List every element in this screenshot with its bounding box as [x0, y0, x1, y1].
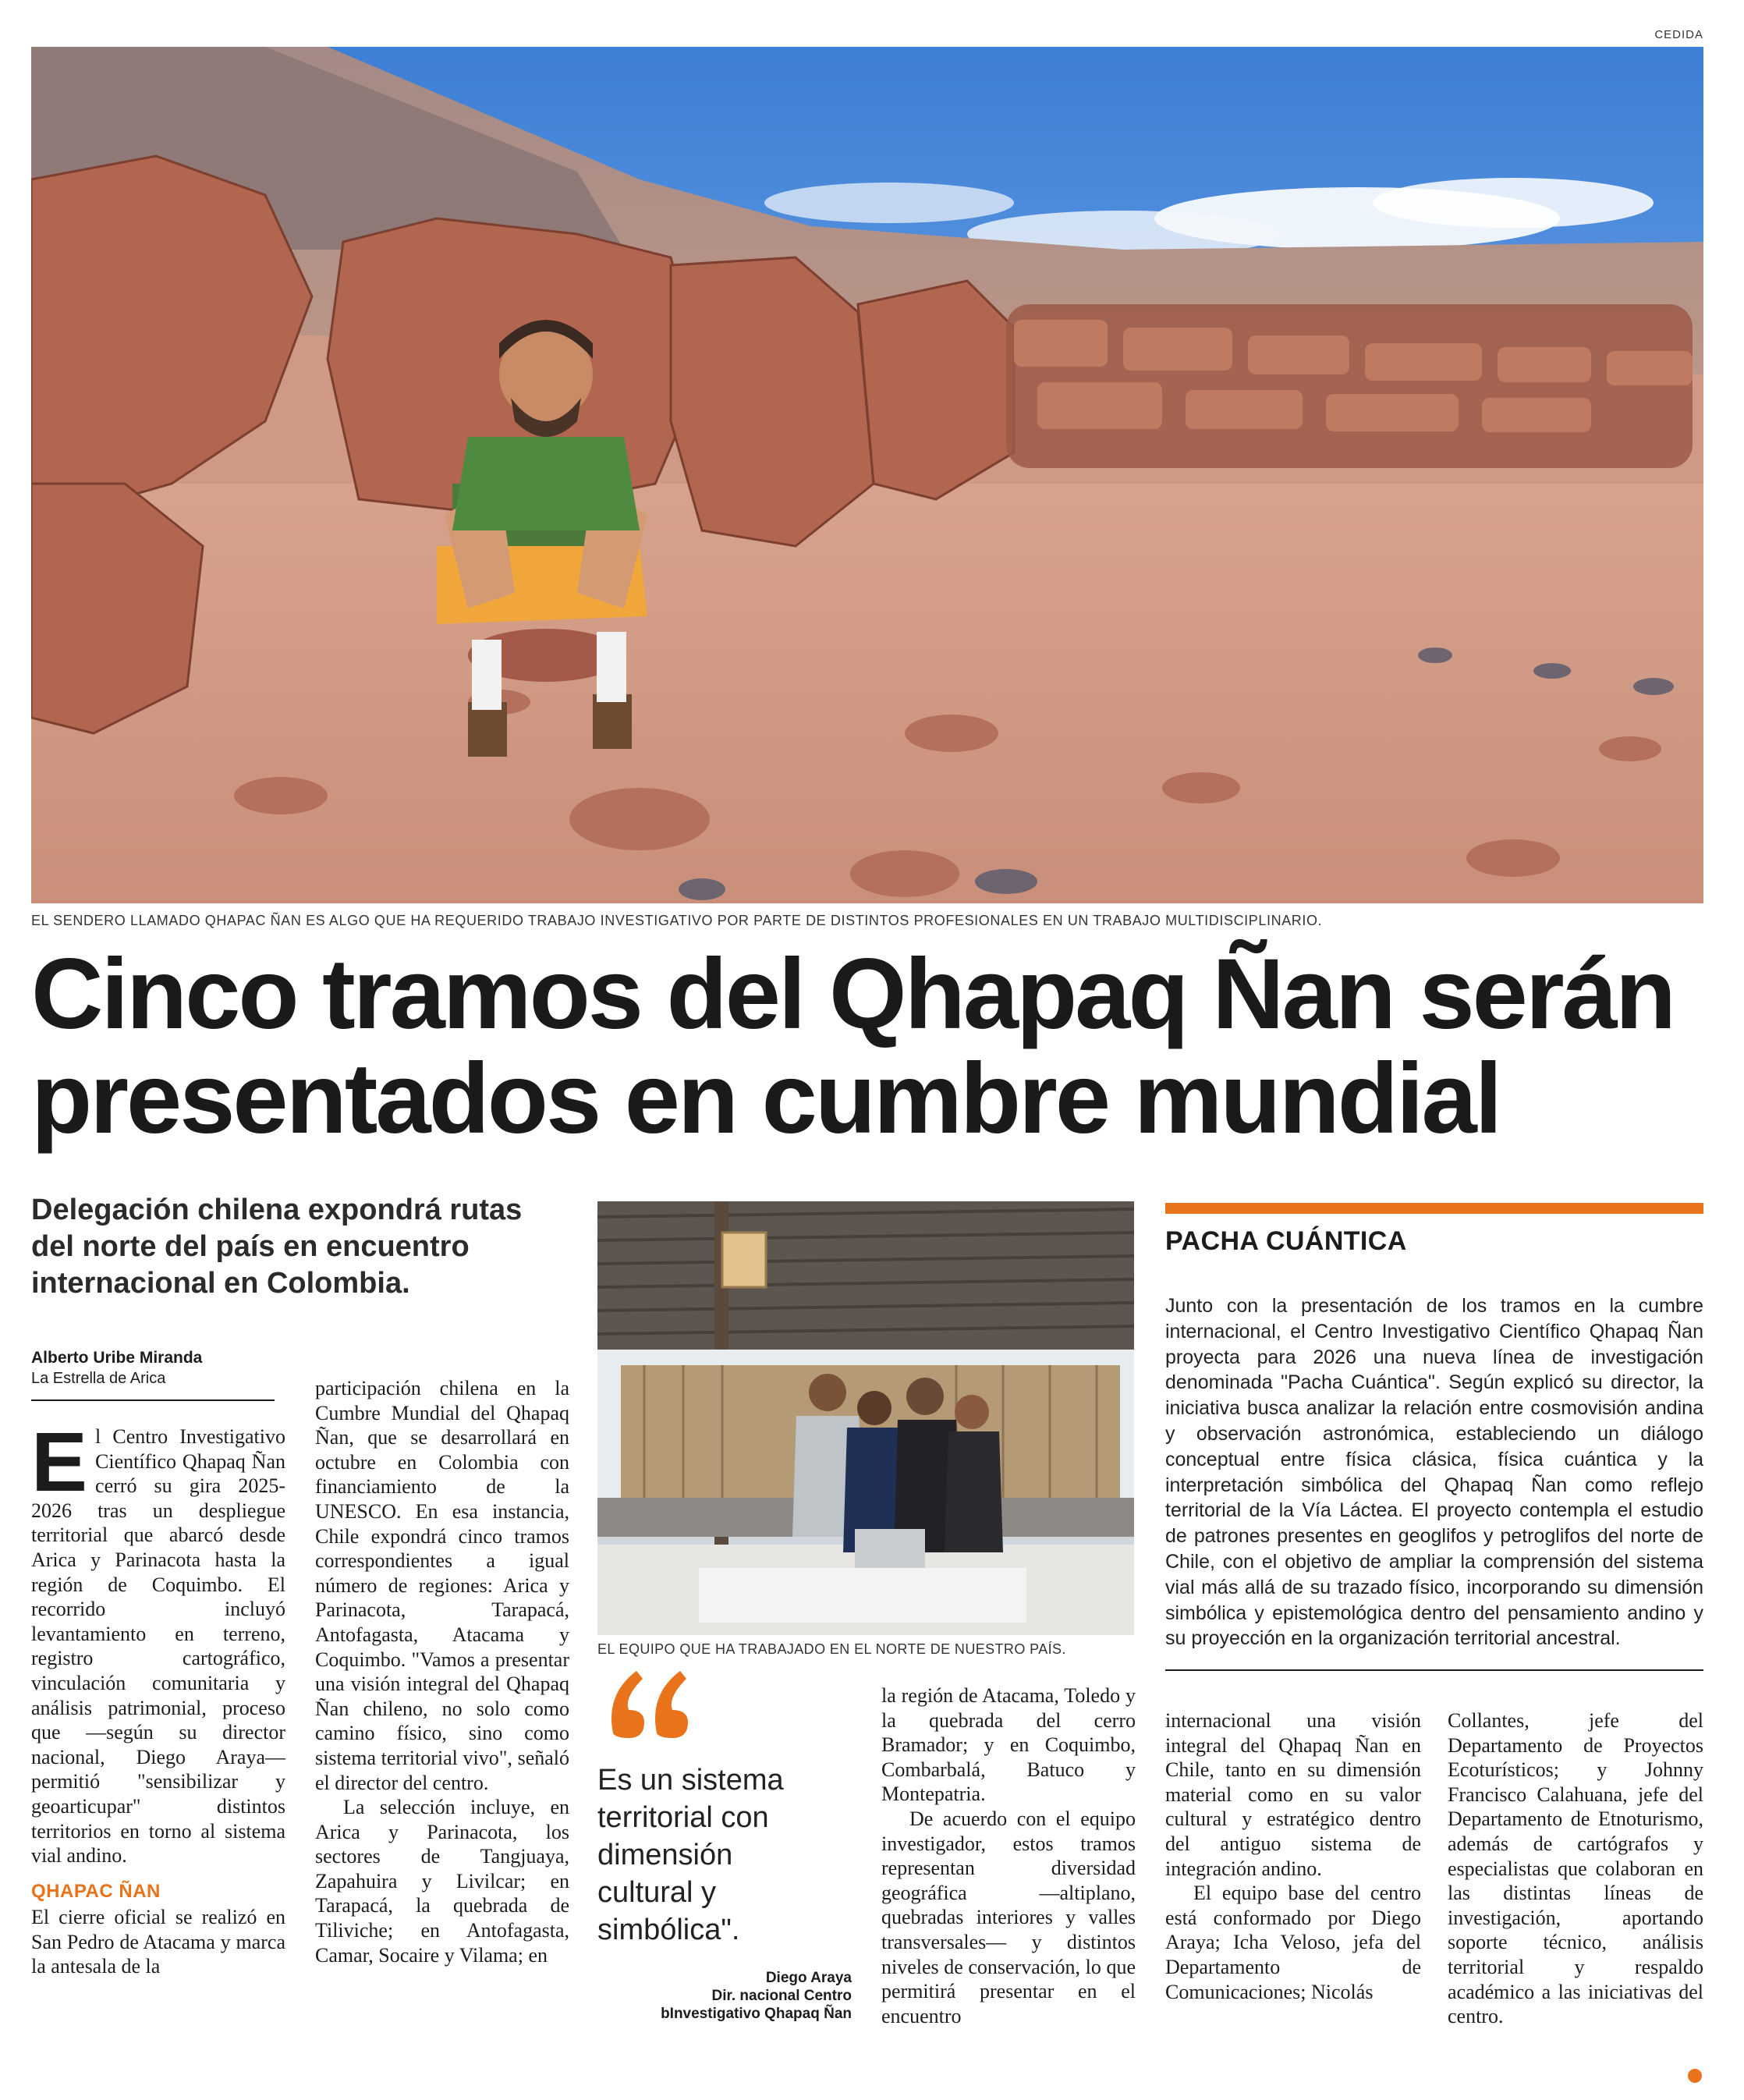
deck: Delegación chilena expondrá rutas del norte del país en encuentro internacional en Colombia. — [31, 1194, 523, 1300]
main-photo — [31, 47, 1703, 903]
sidebar-text: Junto con la presentación de los tramos en la cumbre internacional, el Centro Investigativo Científico Qhapaq Ñan proyecta para 2026 una nueva línea de investigación denominada "Pacha Cuántica". Según explicó su director, la iniciativa busca analizar la relación entre cosmovisión andina y observación astronómica, estableciendo un diálogo conceptual entre física clásica, física cuántica y la interpretación simbólica del Qhapaq Ñan como reflejo territorial de la Vía Láctea. El proyecto contempla el estudio de patrones presentes en geoglifos y petroglifos del norte de Chile, con el objetivo de ampliar la comprensión del sistema vial más allá de su trazado físico, incorporando su dimensión simbólica y epistemológica dentro del pensamiento andino y su proyección en la organización territorial ancestral. — [1165, 1295, 1703, 1650]
article-paragraph: la región de Atacama, Toledo y la quebrada del cerro Bramador; y en Coquimbo, Combarbalá, Batuco y Montepatria. — [881, 1684, 1136, 1806]
headline-line-1: Cinco tramos del Qhapaq Ñan serán — [31, 938, 1674, 1050]
article-paragraph: De acuerdo con el equipo investigador, estos tramos representan diversidad geográfica —altiplano, quebradas interiores y valles transversales— y distintos niveles de conservación, lo que permitirá presentar en el encuentro — [881, 1807, 1136, 2027]
article-paragraph: participación chilena en la Cumbre Mundial del Qhapaq Ñan, que se desarrollará en octubre en Colombia con financiamiento de la UNESCO. En esa instancia, Chile expondrá cinco tramos correspondientes a igual número de regiones: Arica y Parinacota, Tarapacá, Antofagasta, Atacama y Coquimbo. "Vamos a presentar una visión integral del Qhapaq Ñan chileno, no solo como camino físico, sino como sistema territorial vivo", señaló el director del centro. — [315, 1377, 569, 1794]
photo-credit: CEDIDA — [1654, 28, 1703, 41]
article-paragraph: El equipo base del centro está conformado por Diego Araya; Icha Veloso, jefa del Departamento de Comunicaciones; Nicolás — [1165, 1882, 1421, 2003]
article-paragraph: Collantes, jefe del Departamento de Proyectos Ecoturísticos; y Johnny Francisco Calahuana, jefe del Departamento de Etnoturismo, además de cartógrafos y especialistas que colaboran en las distintas líneas de investigación, aportando soporte técnico, análisis territorial y respaldo académico a las iniciativas del centro. — [1448, 1709, 1703, 2028]
article-column-5 — [1165, 1708, 1421, 2004]
headline — [31, 938, 1716, 1155]
pull-quote-text: Es un sistema territorial con dimensión cultural y simbólica". — [597, 1764, 784, 1946]
article-paragraph: El cierre oficial se realizó en San Pedro de Atacama y marca la antesala de la — [31, 1906, 285, 1978]
pull-quote-attribution — [597, 1969, 852, 2023]
byline — [31, 1348, 275, 1389]
article-column-1 — [31, 1414, 285, 1979]
publication-name: La Estrella de Arica — [31, 1370, 166, 1387]
headline-line-2: presentados en cumbre mundial — [31, 1043, 1501, 1155]
sidebar-title: PACHA CUÁNTICA — [1165, 1226, 1407, 1256]
quote-author-role: Dir. nacional Centro — [711, 1988, 852, 2004]
article-column-4 — [881, 1683, 1136, 2028]
article-paragraph: El Centro Investigativo Científico Qhapaq Ñan cerró su gira 2025-2026 tras un despliegue territorial que abarcó desde Arica y Parinacota hasta la región de Coquimbo. El recorrido incluyó levantamiento en terreno, registro cartográfico, vinculación comunitaria y análisis patrimonial, proceso que —según su director nacional, Diego Araya— permitió "sensibilizar y geoarticupar" distintos territorios en torno al sistema vial andino. — [31, 1414, 285, 1868]
quote-author: Diego Araya — [765, 1970, 852, 1986]
article-paragraph: La selección incluye, en Arica y Parinacota, los sectores de Tangjuaya, Zapahuira y Livilcar; en Tarapacá, la quebrada de Tiliviche; en Antofagasta, Camar, Socaire y Vilama; en — [315, 1796, 569, 1967]
end-of-article-icon — [1688, 2069, 1702, 2083]
article-column-6 — [1448, 1708, 1703, 2029]
quote-author-role: bInvestigativo Qhapaq Ñan — [661, 2006, 852, 2022]
team-photo-caption: EL EQUIPO QUE HA TRABAJADO EN EL NORTE DE NUESTRO PAÍS. — [597, 1641, 1066, 1657]
article-column-2 — [315, 1376, 569, 1967]
sidebar-rule — [1165, 1669, 1703, 1671]
drop-cap: E — [31, 1414, 88, 1509]
quote-mark-icon — [605, 1663, 699, 1741]
photo-caption: EL SENDERO LLAMADO QHAPAC ÑAN ES ALGO QUE HA REQUERIDO TRABAJO INVESTIGATIVO POR PARTE DE DISTINTOS PROFESIONALES EN UN TRABAJO MULTIDISCIPLINARIO. — [31, 913, 1323, 928]
sidebar-accent-bar — [1165, 1203, 1703, 1214]
article-paragraph: internacional una visión integral del Qhapaq Ñan en Chile, tanto en su dimensión material como en su valor cultural y estratégico dentro del antiguo sistema de integración andino. — [1165, 1709, 1421, 1880]
byline-rule — [31, 1399, 275, 1401]
team-photo — [597, 1201, 1134, 1635]
author-name: Alberto Uribe Miranda — [31, 1349, 203, 1367]
article-subhead: QHAPAC ÑAN — [31, 1880, 161, 1902]
